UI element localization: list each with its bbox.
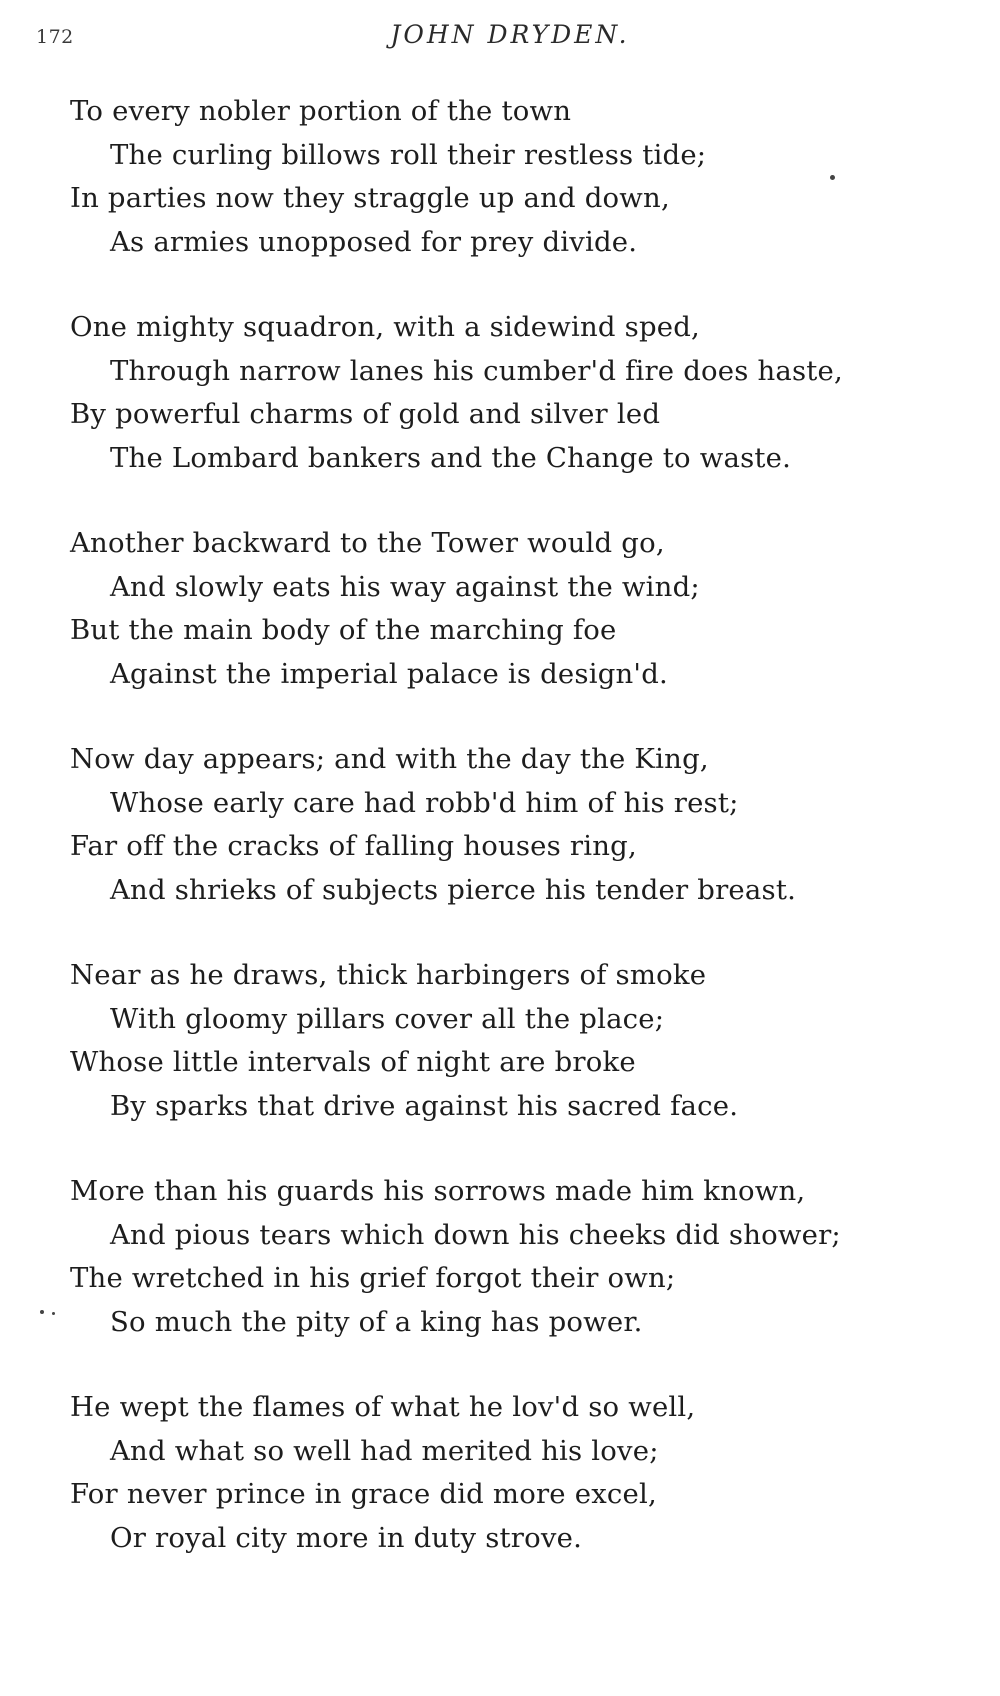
running-title: JOHN DRYDEN. [390, 20, 630, 49]
poem-line: Or royal city more in duty strove. [110, 1521, 583, 1554]
ink-speck [52, 1312, 55, 1315]
stanza [70, 1386, 970, 1560]
poem-line: For never prince in grace did more excel, [70, 1478, 657, 1510]
stanza [70, 954, 970, 1128]
poem-line: The Lombard bankers and the Change to waste. [110, 441, 792, 474]
stanza [70, 90, 970, 264]
poem-line: More than his guards his sorrows made him known, [70, 1175, 806, 1207]
poem-line: As armies unopposed for prey divide. [110, 225, 638, 258]
ink-speck [830, 175, 835, 180]
page-header [0, 0, 1000, 70]
poem-line: By sparks that drive against his sacred face. [110, 1089, 739, 1122]
stanza [70, 306, 970, 480]
poem-line: Now day appears; and with the day the King, [70, 743, 709, 775]
poem-body [0, 90, 1000, 1560]
poem-line: Another backward to the Tower would go, [70, 527, 665, 559]
poem-line: Near as he draws, thick harbingers of smoke [70, 959, 707, 991]
poem-line: Whose little intervals of night are broke [70, 1046, 636, 1078]
poem-line: Through narrow lanes his cumber'd fire does haste, [110, 354, 843, 387]
stanza [70, 522, 970, 696]
poem-line: The curling billows roll their restless tide; [110, 138, 707, 171]
poem-line: Against the imperial palace is design'd. [110, 657, 668, 690]
poem-line: With gloomy pillars cover all the place; [110, 1002, 665, 1035]
poem-line: To every nobler portion of the town [70, 95, 572, 127]
ink-speck [40, 1310, 44, 1314]
poem-line: So much the pity of a king has power. [110, 1305, 643, 1338]
poem-line: And pious tears which down his cheeks did shower; [110, 1218, 841, 1251]
poem-line: And slowly eats his way against the wind; [110, 570, 700, 603]
poem-line: One mighty squadron, with a sidewind sped, [70, 311, 700, 343]
poem-line: But the main body of the marching foe [70, 614, 617, 646]
page-number: 172 [36, 26, 74, 48]
poem-line: The wretched in his grief forgot their own; [70, 1262, 676, 1294]
stanza [70, 738, 970, 912]
poem-line: He wept the flames of what he lov'd so well, [70, 1391, 696, 1423]
poem-line: In parties now they straggle up and down, [70, 182, 670, 214]
stanza [70, 1170, 970, 1344]
poem-line: Far off the cracks of falling houses ring, [70, 830, 637, 862]
poem-line: Whose early care had robb'd him of his rest; [110, 786, 739, 819]
poem-line: And shrieks of subjects pierce his tender breast. [110, 873, 797, 906]
poem-line: By powerful charms of gold and silver led [70, 398, 661, 430]
poem-line: And what so well had merited his love; [110, 1434, 659, 1467]
